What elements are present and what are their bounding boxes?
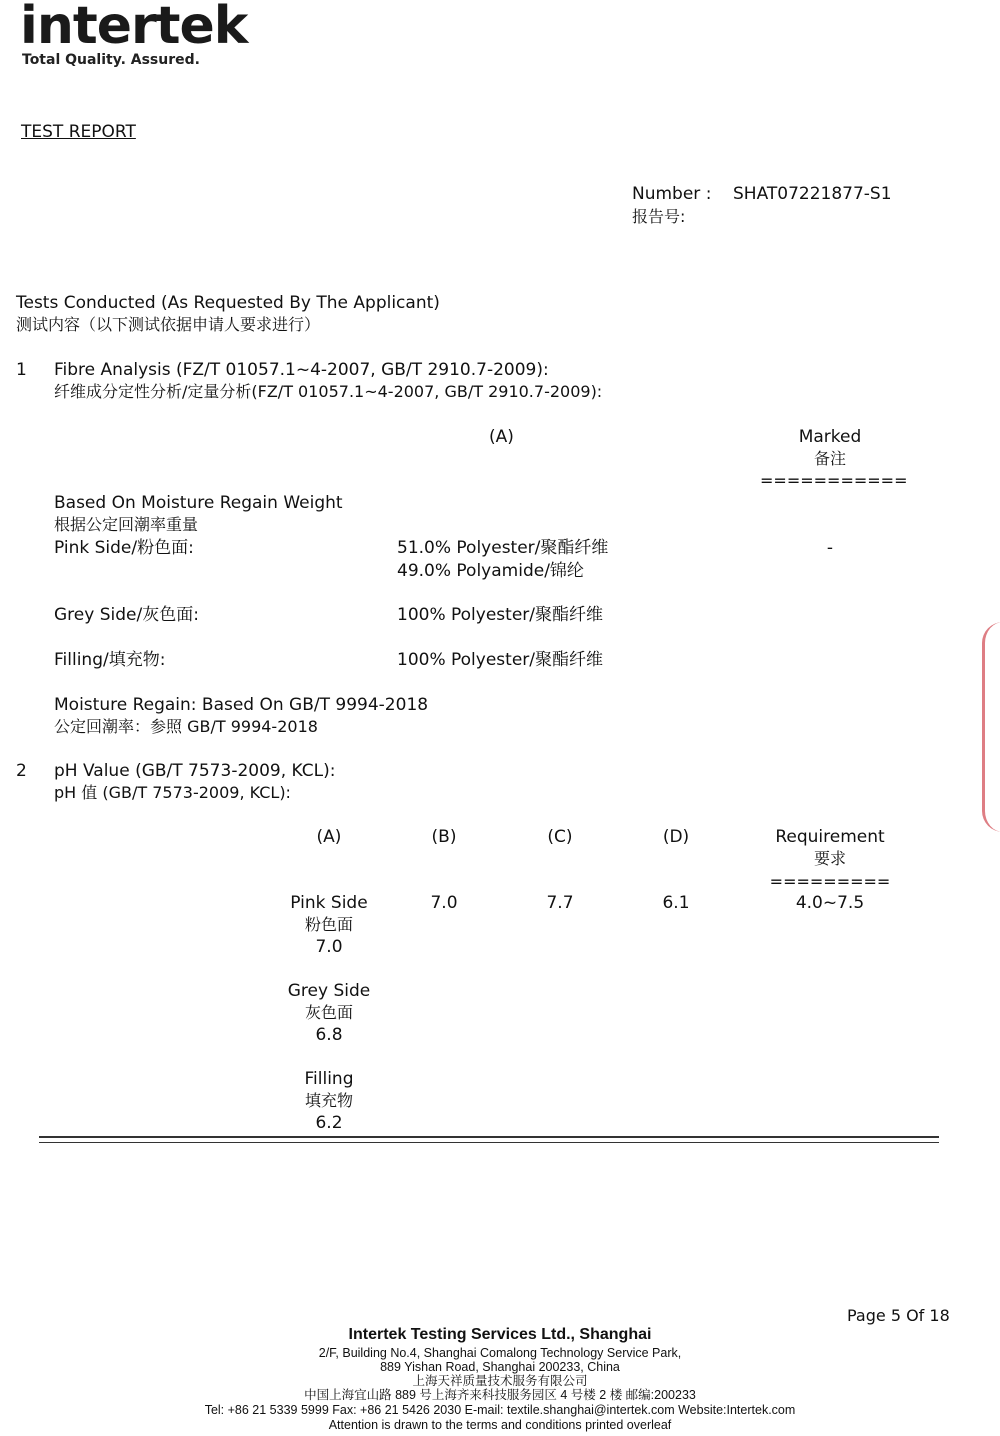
footer-company: Intertek Testing Services Ltd., Shanghai [348, 1326, 652, 1343]
fibre-row-label: Filling/填充物: [54, 650, 166, 670]
ph-sample-name: Grey Side [287, 981, 371, 1001]
ph-sample-name: Pink Side [290, 893, 368, 913]
footer-address-line-1: 2/F, Building No.4, Shanghai Comalong Technology Service Park, [318, 1346, 682, 1360]
report-number-label-cn: 报告号: [632, 207, 686, 226]
moisture-regain-note: Moisture Regain: Based On GB/T 9994-2018 [54, 695, 429, 715]
footer-address-cn: 中国上海宜山路 889 号上海齐来科技服务园区 4 号楼 2 楼 邮编:200233 [304, 1388, 696, 1402]
fibre-row-value: 100% Polyester/聚酯纤维 [397, 605, 603, 625]
marked-column-rule: =========== [760, 471, 908, 490]
footer-company-cn: 上海天祥质量技术服务有限公司 [412, 1374, 588, 1388]
fibre-row-value: 100% Polyester/聚酯纤维 [397, 650, 603, 670]
fibre-row-label: Pink Side/粉色面: [54, 538, 194, 558]
moisture-regain-note-cn: 公定回潮率：参照 GB/T 9994-2018 [54, 717, 318, 736]
ph-column-header: (A) [316, 827, 342, 847]
ph-value: 7.0 [430, 893, 458, 913]
intertek-logo: intertek [20, 0, 248, 56]
table-end-divider [39, 1136, 939, 1143]
ph-sample-name: Filling [304, 1069, 354, 1089]
section-2-title-cn: pH 值 (GB/T 7573-2009, KCL): [54, 783, 291, 802]
fibre-row-marked: - [826, 538, 834, 558]
ph-value: 6.1 [662, 893, 690, 913]
section-1-title-cn: 纤维成分定性分析/定量分析(FZ/T 01057.1~4-2007, GB/T 2910.7-2009): [54, 382, 603, 401]
ph-sample-value: 6.2 [315, 1113, 343, 1133]
tests-conducted-title-cn: 测试内容（以下测试依据申请人要求进行） [16, 315, 321, 334]
ph-sample-name-cn: 填充物 [304, 1091, 353, 1110]
requirement-value: 4.0~7.5 [795, 893, 865, 913]
ph-column-header: (B) [431, 827, 457, 847]
logo-tagline: Total Quality. Assured. [22, 52, 200, 68]
marked-column-header: Marked [798, 427, 862, 447]
section-2-title: pH Value (GB/T 7573-2009, KCL): [54, 761, 336, 781]
ph-sample-value: 6.8 [315, 1025, 343, 1045]
section-1-title: Fibre Analysis (FZ/T 01057.1~4-2007, GB/T 2910.7-2009): [54, 360, 549, 380]
page-number: Page 5 Of 18 [847, 1306, 950, 1325]
seal-stamp-fragment [982, 622, 1000, 832]
basis-label: Based On Moisture Regain Weight [54, 493, 343, 513]
ph-column-header: (C) [547, 827, 573, 847]
section-1-number: 1 [16, 360, 27, 380]
requirement-header: Requirement [775, 827, 885, 847]
ph-sample-name-cn: 灰色面 [304, 1003, 353, 1022]
report-number-value: SHAT07221877-S1 [733, 184, 892, 204]
ph-sample-name-cn: 粉色面 [304, 915, 353, 934]
footer-contact: Tel: +86 21 5339 5999 Fax: +86 21 5426 2030 E-mail: textile.shanghai@intertek.com Website:Intertek.com [204, 1403, 796, 1417]
tests-conducted-title: Tests Conducted (As Requested By The Applicant) [16, 293, 440, 313]
section-2-number: 2 [16, 761, 27, 781]
ph-value: 7.7 [546, 893, 574, 913]
requirement-header-cn: 要求 [813, 849, 846, 868]
fibre-row-label: Grey Side/灰色面: [54, 605, 199, 625]
basis-label-cn: 根据公定回潮率重量 [54, 515, 199, 534]
report-number-label: Number : [632, 184, 712, 204]
footer-address-line-2: 889 Yishan Road, Shanghai 200233, China [380, 1360, 620, 1374]
fibre-row-value: 49.0% Polyamide/锦纶 [397, 561, 584, 581]
ph-sample-value: 7.0 [315, 937, 343, 957]
ph-column-header: (D) [662, 827, 690, 847]
requirement-rule: ========= [769, 872, 891, 891]
fibre-row-value: 51.0% Polyester/聚酯纤维 [397, 538, 609, 558]
fibre-column-a-header: (A) [489, 427, 514, 447]
page-title: TEST REPORT [21, 122, 136, 142]
marked-column-header-cn: 备注 [813, 449, 846, 468]
footer-attention: Attention is drawn to the terms and conditions printed overleaf [328, 1418, 672, 1432]
